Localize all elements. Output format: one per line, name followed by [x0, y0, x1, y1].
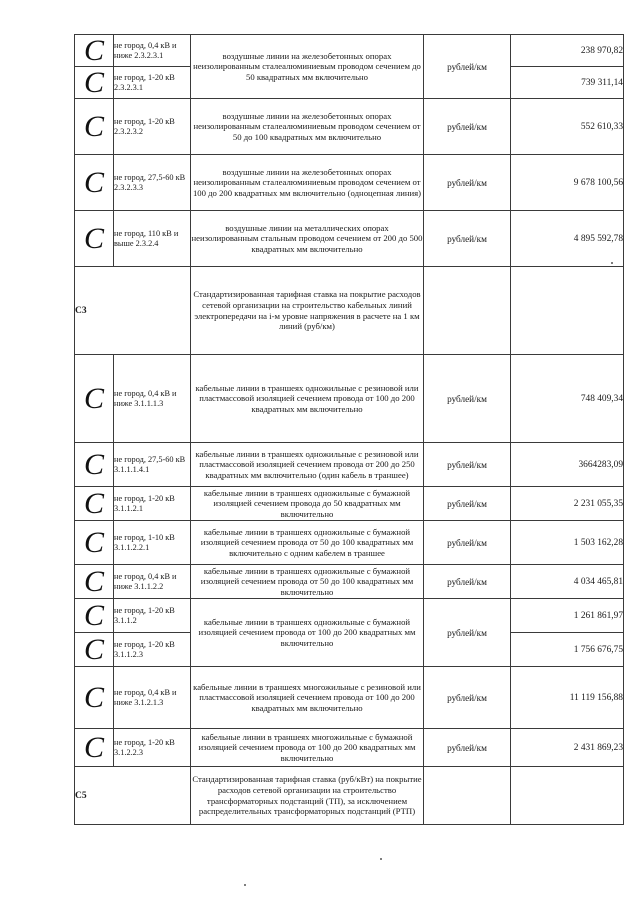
- c-symbol-cell: [75, 67, 114, 99]
- c-symbol: C: [83, 221, 104, 255]
- c-symbol-cell: [75, 667, 114, 729]
- row-value: 3664283,09: [511, 443, 624, 487]
- row-description: воздушные линии на железобетонных опорах неизолированным сталеалюминиевым проводом сечением до 50 квадратных мм включительно: [191, 35, 424, 99]
- c-symbol: C: [83, 109, 104, 143]
- row-value: 4 034 465,81: [511, 565, 624, 599]
- c-symbol: C: [83, 730, 104, 764]
- c-symbol-cell: [75, 99, 114, 155]
- row-unit: рублей/км: [424, 355, 511, 443]
- row-description: кабельные линии в траншеях многожильные с бумажной изоляцией сечением провода от 100 до 200 квадратных мм включительно: [191, 729, 424, 767]
- row-description: воздушные линии на железобетонных опорах неизолированным сталеалюминиевым проводом сечением от 100 до 200 квадратных мм включительно (одноцепная линия): [191, 155, 424, 211]
- row-code: не город, 1-20 кВ 2.3.2.3.1: [114, 67, 191, 99]
- row-value: 1 261 861,97: [511, 599, 624, 633]
- c-symbol: C: [83, 447, 104, 481]
- row-unit: рублей/км: [424, 729, 511, 767]
- c-symbol-cell: [75, 729, 114, 767]
- row-code: не город, 1-20 кВ 3.1.1.2.3: [114, 633, 191, 667]
- row-unit: рублей/км: [424, 211, 511, 267]
- row-description: воздушные линии на железобетонных опорах неизолированным сталеалюминиевым проводом сечением от 50 до 100 квадратных мм включительно: [191, 99, 424, 155]
- table-row: [75, 667, 624, 729]
- scan-speck: [244, 884, 246, 886]
- row-code: не город, 0,4 кВ и ниже 3.1.1.2.2: [114, 565, 191, 599]
- table-row: [75, 521, 624, 565]
- c-symbol: C: [83, 680, 104, 714]
- c-symbol-cell: [75, 155, 114, 211]
- table-row: [75, 99, 624, 155]
- c-symbol-cell: [75, 211, 114, 267]
- row-code: не город, 1-20 кВ 3.1.1.2: [114, 599, 191, 633]
- row-code: не город, 0,4 кВ и ниже 3.1.2.1.3: [114, 667, 191, 729]
- row-description: кабельные линии в траншеях одножильные с бумажной изоляцией сечением провода от 50 до 100 квадратных мм включительно: [191, 565, 424, 599]
- c-symbol-cell: [75, 487, 114, 521]
- row-code: не город, 27,5-60 кВ 2.3.2.3.3: [114, 155, 191, 211]
- table-row: [75, 599, 624, 633]
- section-row: [75, 767, 624, 825]
- row-description: кабельные линии в траншеях одножильные с бумажной изоляцией сечением провода до 50 квадратных мм включительно: [191, 487, 424, 521]
- c-symbol: C: [83, 564, 104, 598]
- table-row: [75, 487, 624, 521]
- c-symbol: C: [83, 381, 104, 415]
- row-value: 4 895 592,78: [511, 211, 624, 267]
- table-row: [75, 211, 624, 267]
- row-value: 552 610,33: [511, 99, 624, 155]
- table-row: [75, 565, 624, 599]
- row-code: не город, 27,5-60 кВ 3.1.1.1.4.1: [114, 443, 191, 487]
- section-code: С5: [75, 767, 191, 825]
- c-symbol: C: [83, 165, 104, 199]
- section-description: Стандартизированная тарифная ставка (руб/кВт) на покрытие расходов сетевой организации на строительство трансформаторных подстанций (ТП), за исключением распределительных трансформаторных подстанций (РТП): [191, 767, 424, 825]
- row-unit: рублей/км: [424, 521, 511, 565]
- row-value: 2 231 055,35: [511, 487, 624, 521]
- row-value: 2 431 869,23: [511, 729, 624, 767]
- row-unit: рублей/км: [424, 35, 511, 99]
- scan-speck: [380, 858, 382, 860]
- c-symbol-cell: [75, 443, 114, 487]
- row-unit: рублей/км: [424, 155, 511, 211]
- row-unit: рублей/км: [424, 565, 511, 599]
- section-code: С3: [75, 267, 191, 355]
- row-value: 1 503 162,28: [511, 521, 624, 565]
- row-code: не город, 0,4 кВ и ниже 3.1.1.1.3: [114, 355, 191, 443]
- row-code: не город, 1-10 кВ 3.1.1.2.2.1: [114, 521, 191, 565]
- c-symbol: C: [83, 525, 104, 559]
- row-code: не город, 1-20 кВ 3.1.2.2.3: [114, 729, 191, 767]
- empty-cell: [424, 267, 511, 355]
- section-row: [75, 267, 624, 355]
- row-description: кабельные линии в траншеях одножильные с резиновой или пластмассовой изоляцией сечением провода от 100 до 200 квадратных мм включительно: [191, 355, 424, 443]
- table-row: [75, 729, 624, 767]
- row-value: 238 970,82: [511, 35, 624, 67]
- table-row: [75, 155, 624, 211]
- c-symbol-cell: [75, 521, 114, 565]
- c-symbol: C: [83, 598, 104, 632]
- row-unit: рублей/км: [424, 443, 511, 487]
- empty-cell: [511, 767, 624, 825]
- row-value: 11 119 156,88: [511, 667, 624, 729]
- row-description: кабельные линии в траншеях одножильные с резиновой или пластмассовой изоляцией сечением провода от 200 до 250 квадратных мм включительно (один кабель в траншее): [191, 443, 424, 487]
- row-value: 748 409,34: [511, 355, 624, 443]
- table-row: [75, 355, 624, 443]
- row-code: не город, 0,4 кВ и ниже 2.3.2.3.1: [114, 35, 191, 67]
- tariff-table: [74, 34, 624, 825]
- row-unit: рублей/км: [424, 487, 511, 521]
- row-value: 9 678 100,56: [511, 155, 624, 211]
- row-description: кабельные линии в траншеях одножильные с бумажной изоляцией сечением провода от 50 до 100 квадратных мм включительно с одним кабелем в траншее: [191, 521, 424, 565]
- c-symbol-cell: [75, 599, 114, 633]
- empty-cell: [424, 767, 511, 825]
- table-row: [75, 35, 624, 67]
- section-description: Стандартизированная тарифная ставка на покрытие расходов сетевой организации на строительство кабельных линий электропередачи на i-м уровне напряжения в расчете на 1 км линий (руб/км): [191, 267, 424, 355]
- row-description: кабельные линии в траншеях многожильные с резиновой или пластмассовой изоляцией сечением провода от 100 до 200 квадратных мм включительно: [191, 667, 424, 729]
- scan-speck: [611, 262, 613, 264]
- row-description: воздушные линии на металлических опорах неизолированным стальным проводом сечением от 200 до 500 квадратных мм включительно: [191, 211, 424, 267]
- row-code: не город, 110 кВ и выше 2.3.2.4: [114, 211, 191, 267]
- c-symbol-cell: [75, 565, 114, 599]
- c-symbol-cell: [75, 355, 114, 443]
- row-code: не город, 1-20 кВ 2.3.2.3.2: [114, 99, 191, 155]
- row-unit: рублей/км: [424, 667, 511, 729]
- empty-cell: [511, 267, 624, 355]
- c-symbol: C: [83, 486, 104, 520]
- row-value: 1 756 676,75: [511, 633, 624, 667]
- row-value: 739 311,14: [511, 67, 624, 99]
- table-row: [75, 443, 624, 487]
- c-symbol: C: [83, 632, 104, 666]
- c-symbol-cell: [75, 35, 114, 67]
- c-symbol: C: [83, 65, 104, 99]
- row-unit: рублей/км: [424, 599, 511, 667]
- c-symbol: C: [83, 33, 104, 67]
- row-unit: рублей/км: [424, 99, 511, 155]
- row-code: не город, 1-20 кВ 3.1.1.2.1: [114, 487, 191, 521]
- c-symbol-cell: [75, 633, 114, 667]
- row-description: кабельные линии в траншеях одножильные с бумажной изоляцией сечением провода от 100 до 200 квадратных мм включительно: [191, 599, 424, 667]
